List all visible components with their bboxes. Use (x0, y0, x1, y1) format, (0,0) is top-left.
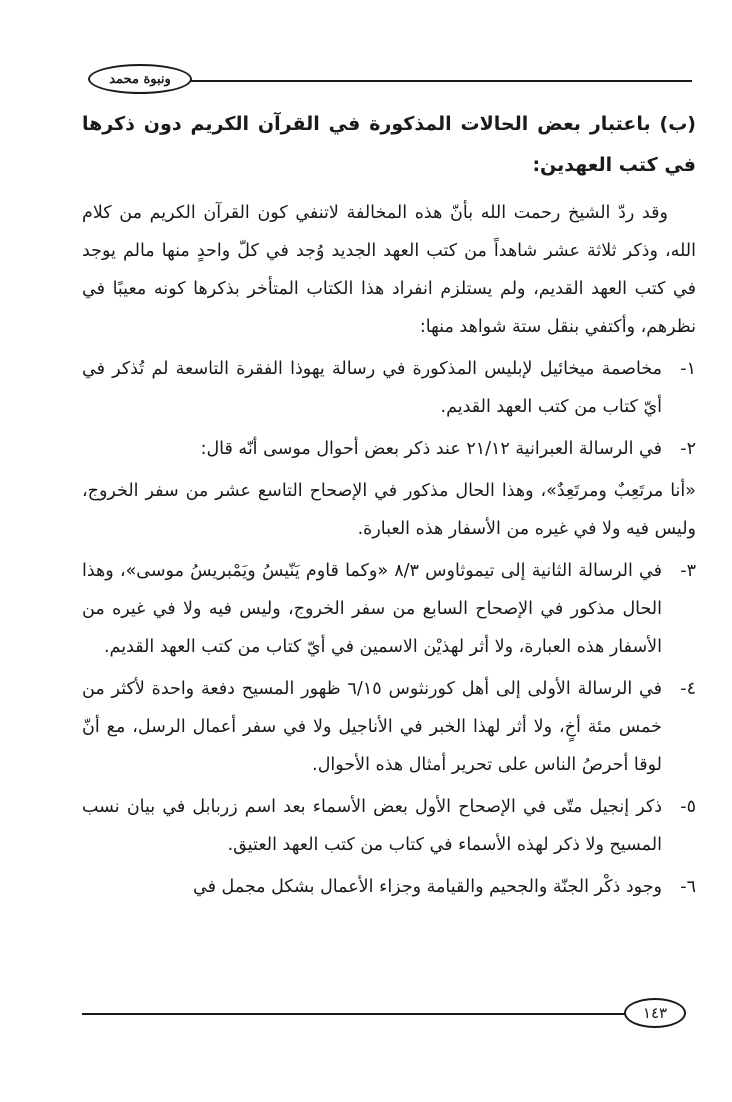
list-item (82, 868, 696, 906)
page-content (82, 104, 696, 906)
list-item-text: وجود ذكْر الجنّة والجحيم والقيامة وجزاء الأعمال بشكل مجمل في (193, 877, 662, 897)
list-item (82, 788, 696, 864)
header-rule (188, 80, 692, 82)
page-number: ١٤٣ (624, 998, 686, 1028)
list-item-number: ٤- (680, 679, 696, 699)
intro-paragraph: وقد ردّ الشيخ رحمت الله بأنّ هذه المخالفة لاتنفي كون القرآن الكريم من كلام الله، وذكر ثلاثة عشر شاهداً من كتب العهد الجديد وُجد في كلّ واحدٍ منها مالم يوجد في كتب العهد القديم، ولم يستلزم انفراد هذا الكتاب المتأخر بذكرها كونه معيبًا في نظرهم، وأكتفي بنقل ستة شواهد منها: (82, 203, 696, 337)
list-item-text: في الرسالة الثانية إلى تيموثاوس ٨/٣ «وكما قاوم يَنّيسُ ويَمْبريسُ موسى»، وهذا الحال مذكور في الإصحاح السابع من سفر الخروج، وليس فيه ولا في غيره من الأسفار هذه العبارة، ولا أثر لهذيْن الاسمين في أيّ كتاب من كتب العهد القديم. (82, 561, 662, 657)
list-item-text: في الرسالة الأولى إلى أهل كورنثوس ٦/١٥ ظهور المسيح دفعة واحدة لأكثر من خمس مئة أخٍ، ولا أثر لهذا الخبر في الأناجيل ولا في سفر أعمال الرسل، مع أنّ لوقا أحرصُ الناس على تحرير أمثال هذه الأحوال. (82, 679, 662, 775)
quote-paragraph: «أنا مرتَعِبٌ ومرتَعِدٌ»، وهذا الحال مذكور في الإصحاح التاسع عشر من سفر الخروج، وليس فيه ولا في غيره من الأسفار هذه العبارة. (82, 481, 696, 539)
running-title: ونبوة محمد (88, 64, 192, 94)
page-footer (82, 994, 686, 1034)
list-item (82, 430, 696, 468)
list-item (82, 350, 696, 426)
list-item-text: ذكر إنجيل متّى في الإصحاح الأول بعض الأسماء بعد اسم زربابل في بيان نسب المسيح ولا ذكر لهذه الأسماء في كتاب من كتب العهد العتيق. (82, 797, 662, 855)
evidence-list (82, 350, 696, 906)
list-item-text (82, 430, 662, 468)
list-item (82, 552, 696, 666)
page-header (88, 58, 692, 98)
list-item-text: مخاصمة ميخائيل لإبليس المذكورة في رسالة يهوذا الفقرة التاسعة لم تُذكر في أيّ كتاب من كتب العهد القديم. (82, 359, 662, 417)
list-item (82, 670, 696, 784)
list-item-lead: في الرسالة العبرانية ٢١/١٢ عند ذكر بعض أحوال موسى أنّه قال: (200, 439, 662, 459)
list-item-number: ٢- (680, 439, 696, 459)
list-item-number: ١- (680, 359, 696, 379)
list-item-number: ٥- (680, 797, 696, 817)
footer-rule (82, 1013, 626, 1015)
section-heading: (ب) باعتبار بعض الحالات المذكورة في القرآن الكريم دون ذكرها في كتب العهدين: (82, 113, 696, 176)
list-item-continuation (82, 472, 696, 548)
list-item-number: ٣- (680, 561, 696, 581)
list-item-number: ٦- (680, 877, 696, 897)
